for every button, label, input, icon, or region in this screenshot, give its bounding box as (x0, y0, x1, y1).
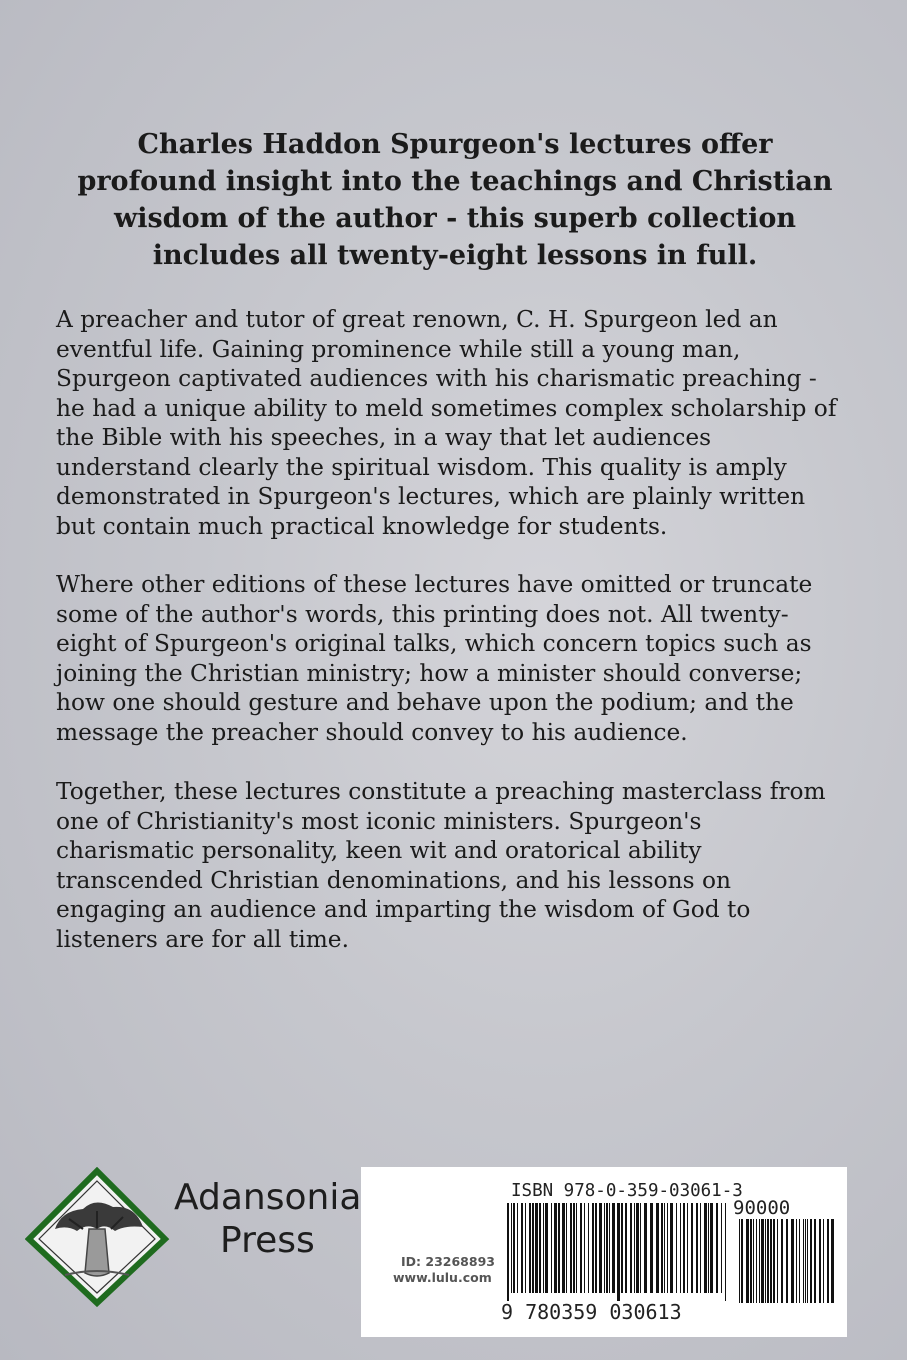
publisher-name (174, 1176, 361, 1262)
price-code: 90000 (733, 1197, 791, 1219)
publisher-line-1: Adansonia (174, 1177, 362, 1218)
barcode-box (361, 1167, 847, 1337)
barcode-digits: 9 780359 030613 (501, 1300, 682, 1324)
isbn-text: ISBN 978-0-359-03061-3 (511, 1181, 743, 1201)
barcode-icon (507, 1203, 837, 1303)
publisher-line-2: Press (220, 1220, 315, 1261)
description-paragraph-3: Together, these lectures constitute a preaching masterclass from one of Christianity's most iconic ministers. Spurgeon's charismatic personality, keen wit and oratorical ability transcended Christian denominations, and his lessons on engaging an audience and imparting the wisdom of God to listeners are for all time. (56, 778, 826, 953)
baobab-tree-diamond-logo-icon (25, 1167, 170, 1307)
description-paragraph-2: Where other editions of these lectures have omitted or truncate some of the author's words, this printing does not. All twenty-eight of Spurgeon's original talks, which concern topics such as joining the Christian ministry; how a minister should converse; how one should gesture and behave upon the podium; and the message the preacher should convey to his audience. (56, 571, 813, 746)
description-paragraph-1: A preacher and tutor of great renown, C. H. Spurgeon led an eventful life. Gaining prominence while still a young man, Spurgeon captivated audiences with his charismatic preaching - he had a unique ability to meld sometimes complex scholarship of the Bible with his speeches, in a way that let audiences understand clearly the spiritual wisdom. This quality is amply demonstrated in Spurgeon's lectures, which are plainly written but contain much practical knowledge for students. (56, 306, 837, 540)
lulu-url: www.lulu.com (393, 1270, 492, 1285)
lulu-id: ID: 23268893 (401, 1254, 495, 1269)
cover-blurb: Charles Haddon Spurgeon's lectures offer profound insight into the teachings and Christian wisdom of the author - this superb collection includes all twenty-eight lessons in full. (77, 129, 833, 271)
